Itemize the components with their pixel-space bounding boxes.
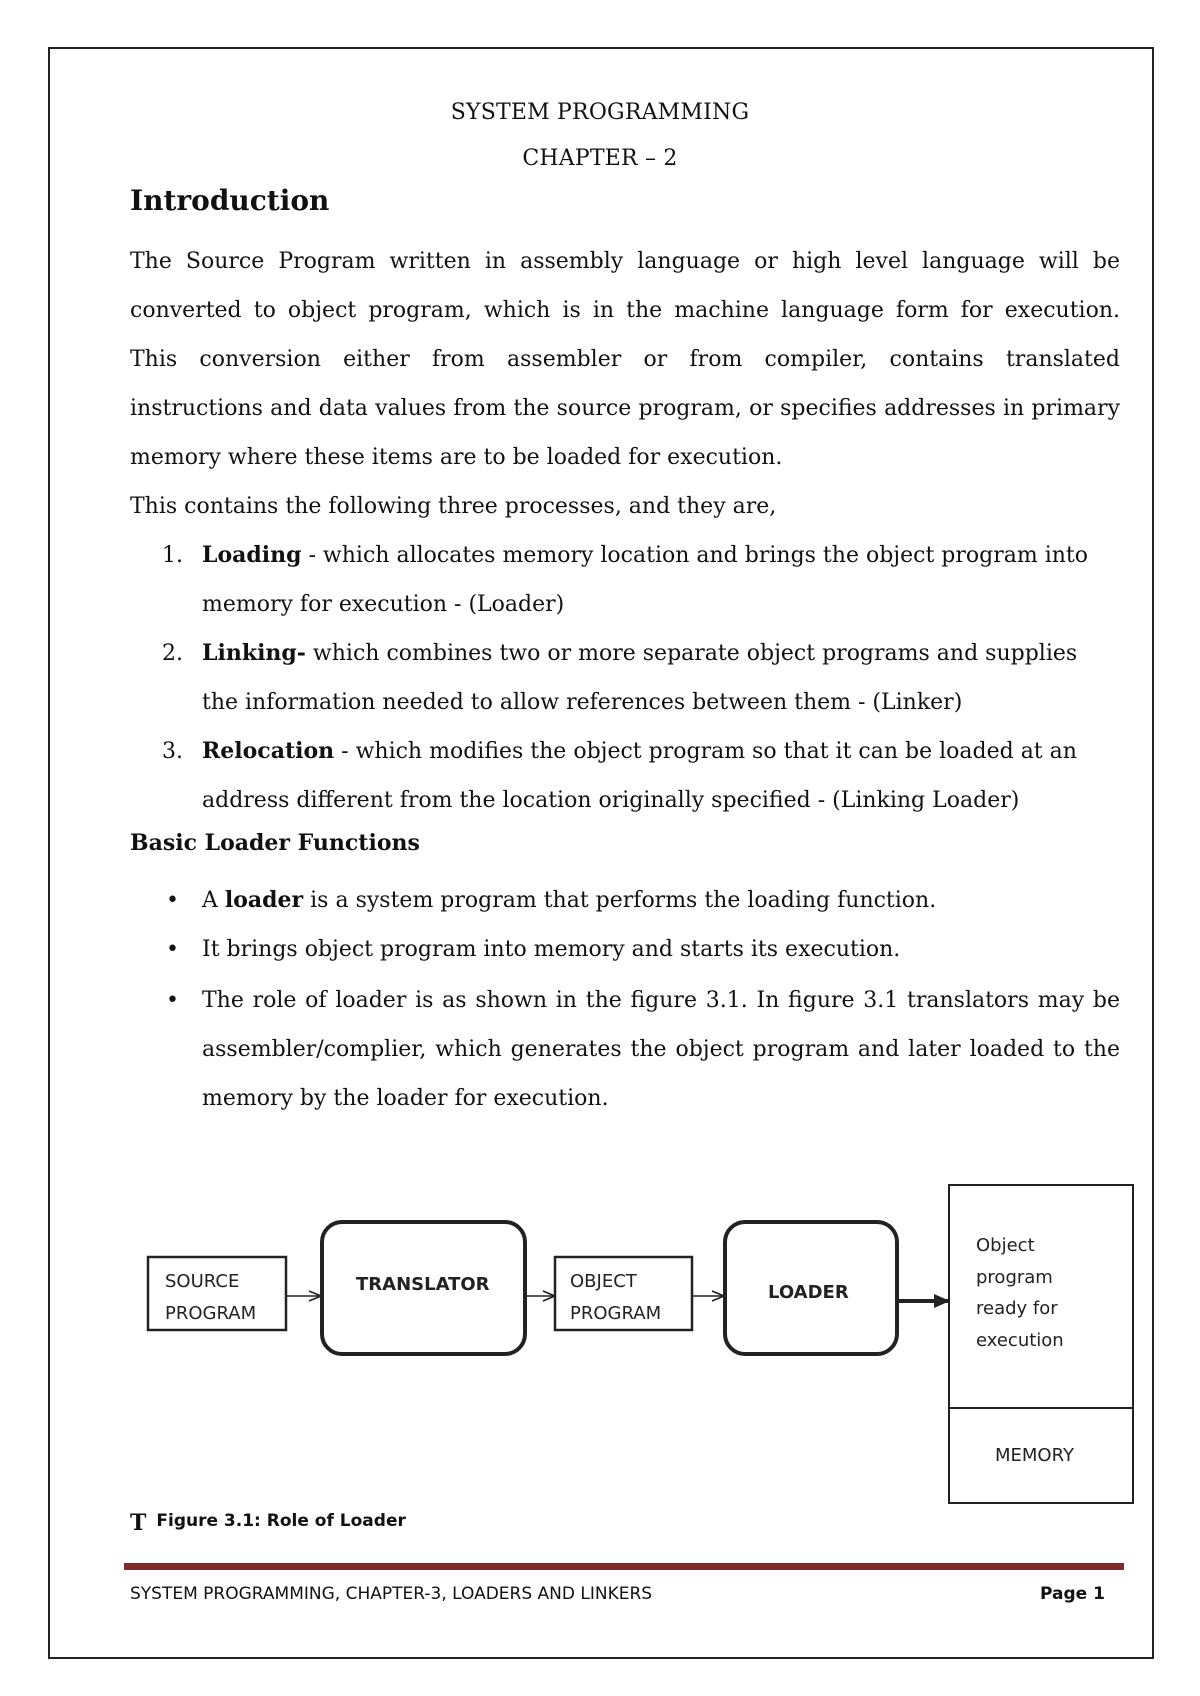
loader-label: LOADER (768, 1282, 849, 1303)
intro-line-3: This conversion either from assembler or from compiler, contains translated (130, 347, 1120, 372)
list-marker: 3. (162, 739, 183, 764)
footer-running-title: SYSTEM PROGRAMMING, CHAPTER-3, LOADERS AND LINKERS (130, 1584, 653, 1604)
bullet-icon: • (166, 988, 179, 1013)
chapter-label: CHAPTER – 2 (522, 146, 678, 171)
figure-caption (130, 1506, 406, 1536)
bullet-icon: • (166, 937, 179, 962)
intro-heading: Introduction (130, 184, 330, 217)
relocation-desc-1: - which modifies the object program so that it can be loaded at an (334, 739, 1077, 764)
bullet1-post: is a system program that performs the loading function. (303, 888, 937, 913)
term-loader: loader (224, 887, 304, 913)
intro-line-5: memory where these items are to be loaded for execution. (130, 445, 783, 470)
linking-desc-2: the information needed to allow references between them - (Linker) (202, 690, 963, 715)
basic-loader-heading: Basic Loader Functions (130, 830, 420, 856)
loading-desc-2: memory for execution - (Loader) (202, 592, 565, 617)
memory-text-2: program (976, 1267, 1053, 1288)
memory-text-4: execution (976, 1330, 1064, 1351)
intro-line-4: instructions and data values from the source program, or specifies addresses in primary (130, 396, 1120, 421)
object-label-2: PROGRAM (570, 1303, 662, 1324)
object-label-1: OBJECT (570, 1271, 637, 1292)
term-linking: Linking- (202, 640, 306, 666)
relocation-desc-2: address different from the location originally specified - (Linking Loader) (202, 788, 1020, 813)
linking-desc-1: which combines two or more separate object programs and supplies (305, 641, 1078, 666)
caption-text: Figure 3.1: Role of Loader (156, 1511, 406, 1531)
list-marker: 1. (162, 543, 183, 568)
list-marker: 2. (162, 641, 183, 666)
footer-rule (124, 1563, 1124, 1570)
bullet1-pre: A (202, 888, 225, 913)
memory-label: MEMORY (995, 1445, 1074, 1466)
intro-line-1: The Source Program written in assembly language or high level language will be (130, 249, 1120, 274)
bullet-icon: • (166, 888, 179, 913)
source-label-1: SOURCE (165, 1271, 240, 1292)
loading-desc-1: - which allocates memory location and brings the object program into (301, 543, 1088, 568)
caption-prefix: T (130, 1510, 147, 1536)
bullet2-text: It brings object program into memory and starts its execution. (202, 937, 901, 962)
intro-line-2: converted to object program, which is in the machine language form for execution. (130, 298, 1120, 323)
translator-label: TRANSLATOR (356, 1274, 490, 1295)
memory-text-3: ready for (976, 1298, 1058, 1319)
bullet3-line-1: The role of loader is as shown in the figure 3.1. In figure 3.1 translators may be (202, 988, 1120, 1013)
term-relocation: Relocation (202, 738, 335, 764)
memory-text-1: Object (976, 1235, 1035, 1256)
bullet3-line-3: memory by the loader for execution. (202, 1086, 609, 1111)
intro-lead: This contains the following three processes, and they are, (130, 494, 777, 519)
term-loading: Loading (202, 542, 302, 568)
source-label-2: PROGRAM (165, 1303, 257, 1324)
page-number: Page 1 (1040, 1584, 1105, 1604)
bullet3-line-2: assembler/complier, which generates the object program and later loaded to the (202, 1037, 1120, 1062)
document-title: SYSTEM PROGRAMMING (450, 100, 750, 125)
